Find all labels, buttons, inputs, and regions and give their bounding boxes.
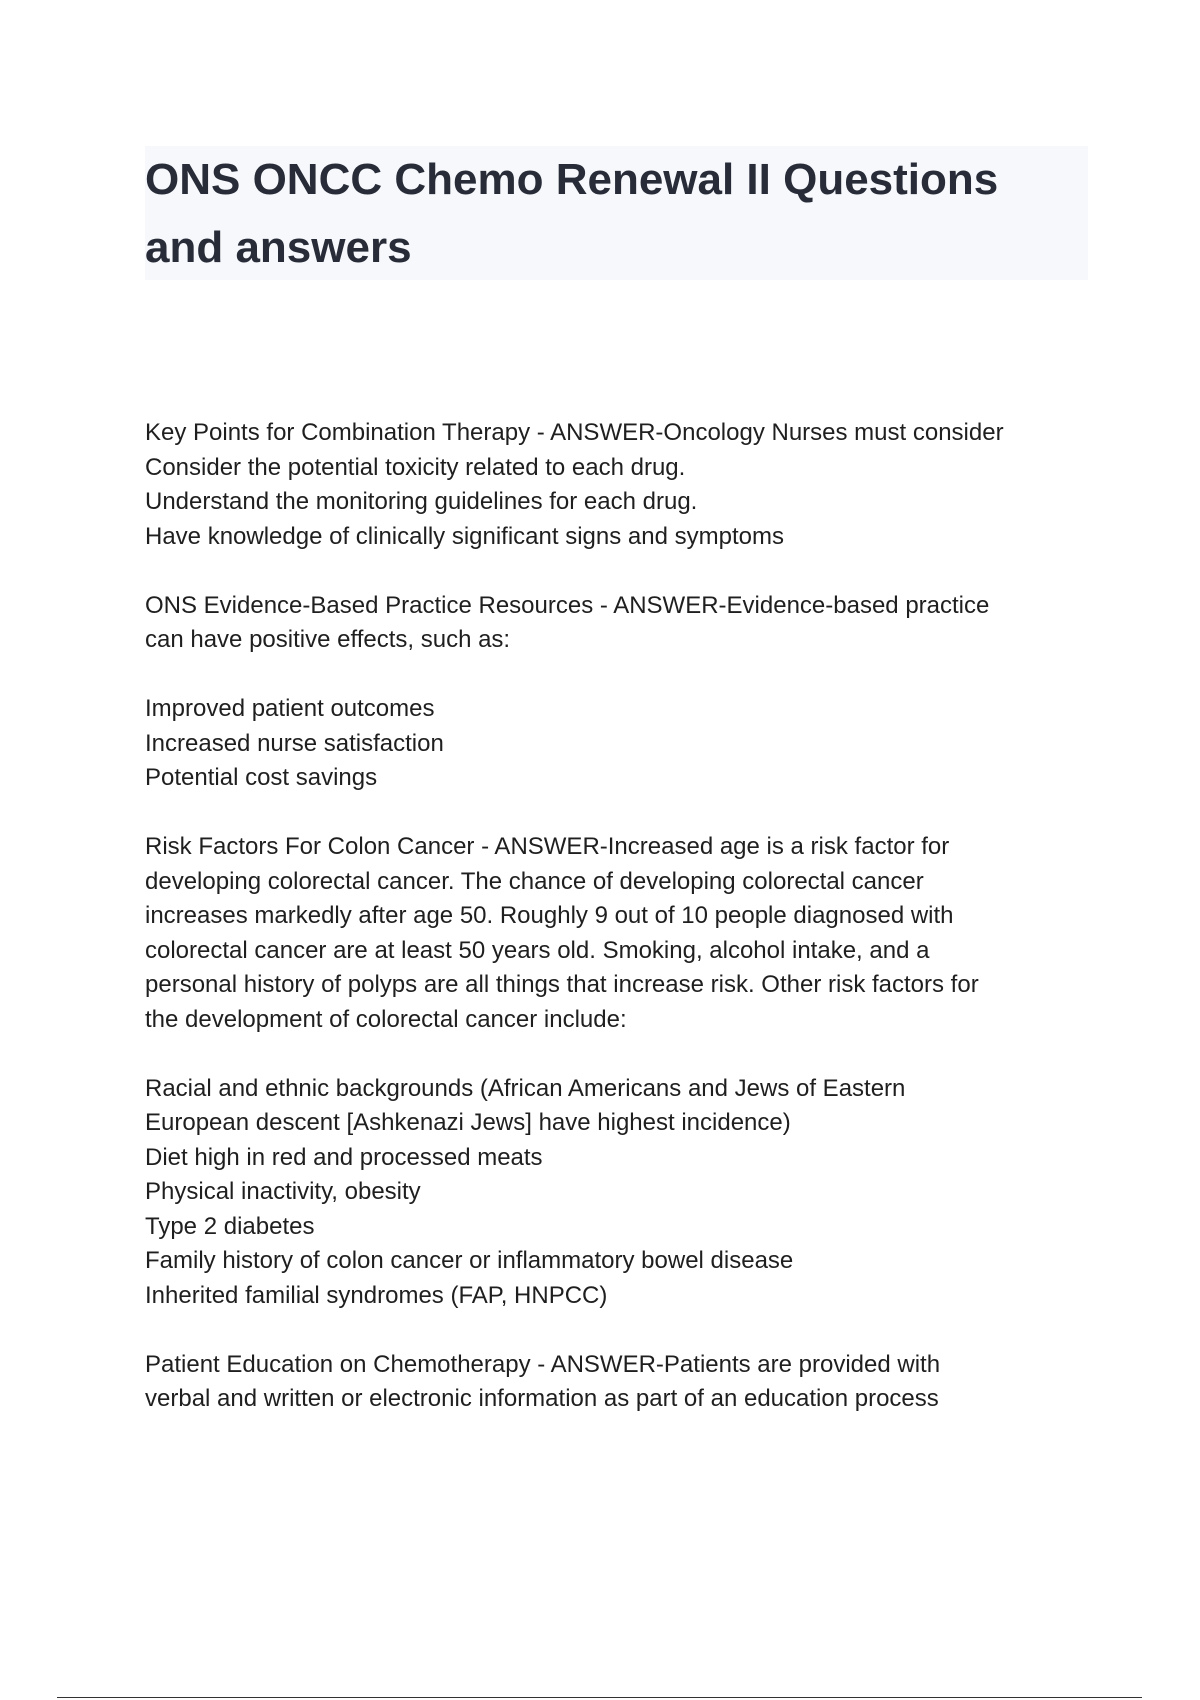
list-item: Racial and ethnic backgrounds (African Americans and Jews of Eastern [145, 1074, 906, 1102]
list-item: Diet high in red and processed meats [145, 1143, 543, 1171]
text-line: Risk Factors For Colon Cancer - ANSWER-Increased age is a risk factor for [145, 833, 950, 860]
colon-cancer-risk-section [145, 830, 1095, 1037]
text-line: ONS Evidence-Based Practice Resources - ANSWER-Evidence-based practice [145, 591, 990, 619]
evidence-based-practice-section [145, 589, 1095, 658]
list-item: European descent [Ashkenazi Jews] have highest incidence) [145, 1109, 791, 1136]
list-item: Potential cost savings [145, 764, 378, 791]
paragraph-gap [145, 1037, 1095, 1072]
combination-therapy-section [145, 416, 1095, 554]
text-line: Consider the potential toxicity related to each drug. [145, 453, 686, 481]
risk-factors-list [145, 1072, 1095, 1314]
positive-effects-list [145, 692, 1095, 796]
list-item: Inherited familial syndromes (FAP, HNPCC) [145, 1281, 608, 1309]
text-line: Have knowledge of clinically significant signs and symptoms [145, 522, 784, 550]
text-line: personal history of polyps are all things that increase risk. Other risk factors for [145, 971, 979, 998]
text-line: developing colorectal cancer. The chance of developing colorectal cancer [145, 867, 924, 895]
text-line: Understand the monitoring guidelines for each drug. [145, 488, 698, 515]
title-line-1: ONS ONCC Chemo Renewal II Questions [145, 155, 999, 204]
text-line: Key Points for Combination Therapy - ANSWER-Oncology Nurses must consider [145, 419, 1004, 446]
list-item: Physical inactivity, obesity [145, 1178, 421, 1205]
patient-education-section [145, 1348, 1095, 1417]
paragraph-gap [145, 796, 1095, 831]
paragraph-gap [145, 554, 1095, 589]
text-line: Patient Education on Chemotherapy - ANSWER-Patients are provided with [145, 1350, 941, 1378]
document-title [145, 146, 1088, 282]
text-line: can have positive effects, such as: [145, 626, 511, 653]
list-item: Family history of colon cancer or inflammatory bowel disease [145, 1247, 794, 1274]
list-item: Type 2 diabetes [145, 1212, 315, 1240]
paragraph-gap [145, 1313, 1095, 1348]
paragraph-gap [145, 658, 1095, 693]
document-body [145, 416, 1095, 1417]
text-line: colorectal cancer are at least 50 years old. Smoking, alcohol intake, and a [145, 936, 930, 964]
text-line: the development of colorectal cancer include: [145, 1005, 627, 1033]
list-item: Improved patient outcomes [145, 695, 435, 722]
text-line: increases markedly after age 50. Roughly 9 out of 10 people diagnosed with [145, 902, 954, 929]
title-line-2: and answers [145, 223, 412, 272]
list-item: Increased nurse satisfaction [145, 729, 444, 757]
page-footer-rule [57, 1697, 1142, 1698]
title-band [145, 146, 1088, 280]
text-line: verbal and written or electronic information as part of an education process [145, 1385, 939, 1412]
